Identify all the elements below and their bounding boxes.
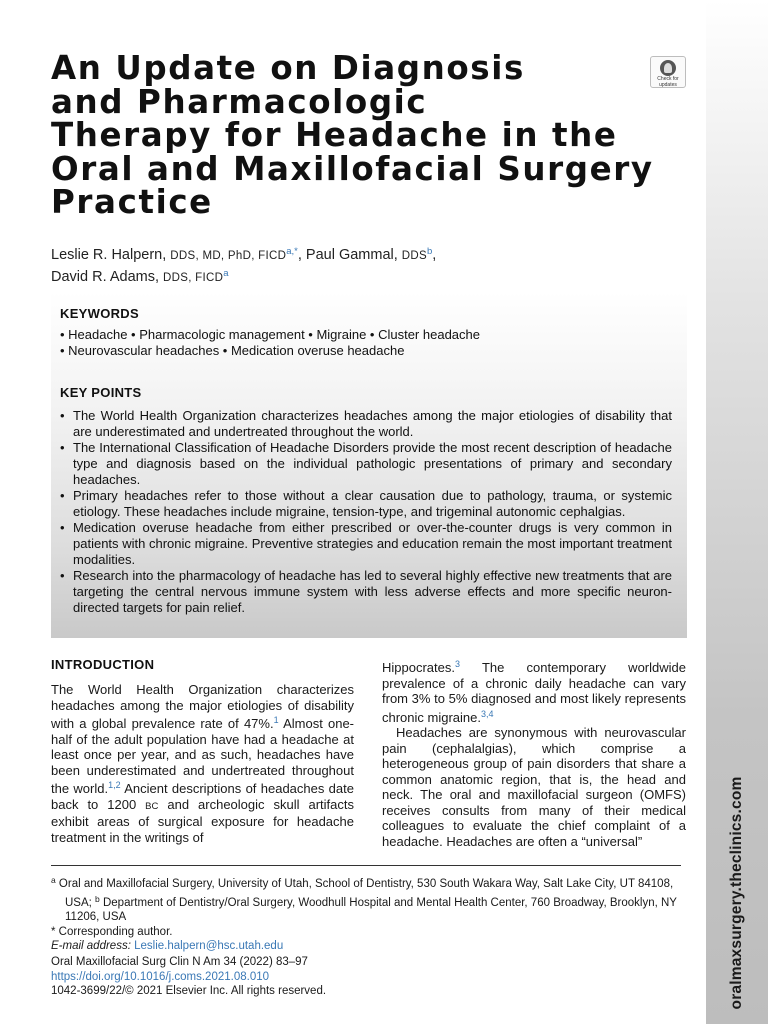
title-line: Therapy for Headache in the: [51, 116, 618, 154]
body-text: The World Health Organization characterizes headaches among the major etiologies of disability with a global prevalence rate of 47%.: [51, 682, 354, 731]
author-name: David R. Adams,: [51, 269, 164, 285]
key-point-item: • Research into the pharmacology of headache has led to several highly effective new treatments that are targeting the central nervous immune system with less adverse effects and more specific neuron-directed targets for pain relief.: [60, 568, 672, 616]
key-point-item: • Medication overuse headache from either prescribed or over-the-counter drugs is very common in patients with chronic migraine. Preventive strategies and education remain the most important treatment modalities.: [60, 520, 672, 568]
affiliation-marker[interactable]: a: [223, 268, 229, 279]
title-line: Practice: [51, 183, 213, 221]
affiliation-text: Department of Dentistry/Oral Surgery, Woodhull Hospital and Mental Health Center, 760 Broadway, Brooklyn, NY 11206, USA: [65, 896, 677, 923]
body-text: Hippocrates.: [382, 660, 455, 675]
key-point-item: • The World Health Organization characterizes headaches among the major etiologies of disability that are underestimated and undertreated throughout the world.: [60, 408, 672, 440]
title-line: and Pharmacologic: [51, 82, 428, 121]
body-text: Ancient descriptions of headaches date back to 1200: [51, 781, 354, 812]
author-name: , Paul Gammal,: [297, 247, 402, 263]
author-degrees: DDS: [401, 250, 427, 262]
key-point-item: • The International Classification of Headache Disorders provide the most recent description of headache type and diagnosis based on the individual pathologic presentations of primary and secondary headaches.: [60, 440, 672, 488]
reference-link[interactable]: 3: [454, 659, 460, 669]
keywords-line: • Neurovascular headaches • Medication overuse headache: [60, 343, 405, 358]
affiliations: [51, 873, 681, 925]
affiliation-marker: a: [51, 875, 56, 885]
check-for-updates-badge[interactable]: [650, 56, 686, 88]
author-degrees: DDS, MD, PhD, FICD: [170, 250, 287, 262]
copyright: 1042-3699/22/© 2021 Elsevier Inc. All rights reserved.: [51, 985, 327, 997]
journal-citation: Oral Maxillofacial Surg Clin N Am 34 (2022) 83–97: [51, 956, 308, 968]
author-line-1: [51, 243, 436, 265]
body-column-left: [51, 682, 354, 845]
citation-block: [51, 955, 326, 999]
affiliation-marker: b: [95, 893, 100, 904]
title-line: Oral and Maxillofacial Surgery: [51, 149, 654, 188]
body-text: and archeologic skull artifacts exhibit areas of surgical exposure for headache treatment in the writings of: [51, 796, 354, 845]
era-abbrev: BC: [145, 800, 159, 812]
author-line-2: [51, 265, 436, 287]
intro-paragraph: [51, 682, 354, 845]
intro-paragraph-2: Headaches are synonymous with neurovascular pain (cephalalgias), which comprise a heterogeneous group of pain disorders that share a common anatomic region, that is, the head and neck. The oral and maxillofacial surgeon (OMFS) receives consults from many of their medical colleagues to evaluate the chief complaint of a headache. Headaches are often a “universal”: [382, 725, 686, 849]
key-points-heading: KEY POINTS: [60, 385, 142, 400]
body-column-right: [382, 657, 686, 849]
journal-url[interactable]: oralmaxsurgery.theclinics.com: [728, 776, 745, 1010]
keywords-line: • Headache • Pharmacologic management • Migraine • Cluster headache: [60, 327, 480, 342]
affiliation-text: Oral and Maxillofacial Surgery, University of Utah, School of Dentistry, 530 South Wakara Way, Salt Lake City, UT 84108, USA;: [55, 878, 674, 909]
key-points-list: [60, 408, 672, 616]
badge-label-1: Check for: [657, 76, 679, 82]
email-link[interactable]: Leslie.halpern@hsc.utah.edu: [134, 940, 284, 952]
badge-label-2: updates: [659, 81, 677, 88]
body-text: The contemporary worldwide prevalence of a chronic daily headache can vary from 3% to 5% diagnosed and most likely represents chronic migraine.: [382, 660, 686, 725]
keywords-heading: KEYWORDS: [60, 306, 139, 321]
affiliation-marker[interactable]: b: [426, 246, 433, 257]
reference-link[interactable]: 3,4: [481, 708, 494, 719]
introduction-heading: INTRODUCTION: [51, 657, 155, 672]
corresponding-author: * Corresponding author.: [51, 925, 173, 938]
author-name: Leslie R. Halpern,: [51, 247, 171, 263]
author-degrees: DDS, FICD: [163, 272, 224, 284]
author-list: [51, 243, 436, 287]
body-text: Almost one-half of the adult population have had a headache at least once per year, and as such, headaches have been underestimated and undertreated throughout the world.: [51, 716, 354, 796]
author-separator: ,: [432, 247, 437, 263]
email-label: E-mail address:: [51, 940, 131, 952]
bookmark-icon: [660, 60, 676, 76]
doi-link[interactable]: https://doi.org/10.1016/j.coms.2021.08.010: [51, 970, 270, 983]
footnotes: [51, 873, 681, 954]
article-title: [51, 49, 691, 221]
reference-link[interactable]: 1: [273, 715, 279, 725]
intro-paragraph-cont: [382, 657, 686, 725]
footnote-divider: [51, 865, 681, 866]
reference-link[interactable]: 1,2: [108, 780, 121, 790]
title-line: An Update on Diagnosis: [51, 49, 525, 87]
key-point-item: • Primary headaches refer to those without a clear causation due to pathology, trauma, or systemic etiology. These headaches include migraine, tension-type, and trigeminal autonomic cephalgias.: [60, 488, 672, 520]
email-row: [51, 939, 681, 954]
affiliation-marker[interactable]: a,*: [286, 246, 298, 257]
